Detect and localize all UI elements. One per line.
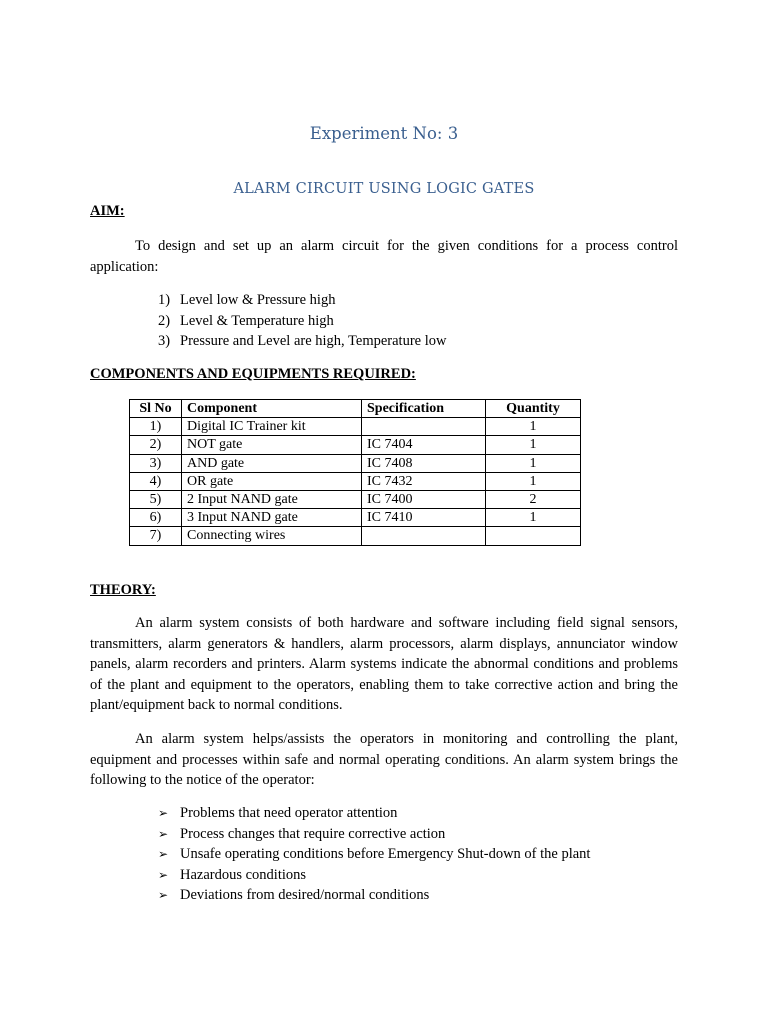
table-row [130,509,581,527]
table-header-row [130,400,581,418]
cell-specification [362,527,486,545]
list-item [158,331,446,352]
cell-component: 3 Input NAND gate [182,509,362,527]
list-text: Unsafe operating conditions before Emergency Shut-down of the plant [180,846,591,863]
cell-component: AND gate [182,454,362,472]
list-item [158,290,446,311]
cell-quantity: 1 [486,418,581,436]
list-number: 3) [158,333,171,350]
cell-quantity: 2 [486,490,581,508]
cell-sl-no: 7) [130,527,182,545]
list-number: 1) [158,292,171,308]
cell-quantity: 1 [486,454,581,472]
aim-text: To design and set up an alarm circuit for the given conditions for a process control application: [90,238,678,275]
cell-quantity: 1 [486,472,581,490]
experiment-title: Experiment No: 3 [309,124,459,143]
header-component: Component [182,400,362,418]
theory-paragraph-2 [90,729,678,791]
cell-quantity: 1 [486,436,581,454]
list-text: Level low & Pressure high [180,292,336,308]
list-text: Hazardous conditions [180,866,307,883]
table-row [130,472,581,490]
theory-text-1: An alarm system consists of both hardware and software including field signal sensors, transmitters, alarm generators & handlers, alarm processors, alarm displays, annunciator window panels, alarm recorders and printers. Alarm systems indicate the abnormal conditions and problems of the plant and equipment to the operators, enabling them to take corrective action and bring the plant/equipment back to normal conditions. [90,615,678,714]
cell-specification: IC 7432 [362,472,486,490]
cell-sl-no: 3) [130,454,182,472]
cell-component: 2 Input NAND gate [182,490,362,508]
header-sl-no: Sl No [130,400,182,418]
cell-sl-no: 1) [130,418,182,436]
list-text: Deviations from desired/normal conditions [180,887,430,904]
components-table [129,399,581,546]
cell-component: OR gate [182,472,362,490]
cell-specification: IC 7400 [362,490,486,508]
arrow-bullet-icon: ➢ [158,867,169,882]
arrow-bullet-icon: ➢ [158,847,169,862]
cell-quantity: 1 [486,509,581,527]
cell-sl-no: 6) [130,509,182,527]
header-quantity: Quantity [486,400,581,418]
cell-sl-no: 5) [130,490,182,508]
cell-sl-no: 4) [130,472,182,490]
aim-heading: AIM: [90,203,125,219]
table-row [130,418,581,436]
aim-paragraph [90,236,678,277]
cell-component: Digital IC Trainer kit [182,418,362,436]
list-number: 2) [158,312,171,329]
arrow-bullet-icon: ➢ [158,888,169,903]
list-text: Problems that need operator attention [180,805,398,821]
theory-text-2: An alarm system helps/assists the operators in monitoring and controlling the plant, equipment and processes within safe and normal operating conditions. An alarm system brings the following to the notice of the operator: [90,731,678,789]
table-row [130,527,581,545]
list-item [158,885,590,906]
conditions-list [158,290,446,352]
table-row [130,490,581,508]
header-specification: Specification [362,400,486,418]
cell-quantity [486,527,581,545]
list-item [158,844,590,865]
table-row [130,436,581,454]
table-row [130,454,581,472]
alarm-notice-list [158,803,590,906]
list-item [158,824,590,845]
list-text: Level & Temperature high [180,312,334,329]
theory-paragraph-1 [90,613,678,716]
cell-specification: IC 7408 [362,454,486,472]
arrow-bullet-icon: ➢ [158,826,169,841]
main-title: ALARM CIRCUIT USING LOGIC GATES [233,181,535,197]
components-heading: COMPONENTS AND EQUIPMENTS REQUIRED: [90,366,416,382]
cell-sl-no: 2) [130,436,182,454]
cell-component: NOT gate [182,436,362,454]
theory-heading: THEORY: [90,582,156,598]
cell-component: Connecting wires [182,527,362,545]
cell-specification [362,418,486,436]
arrow-bullet-icon: ➢ [158,806,169,820]
list-text: Pressure and Level are high, Temperature low [180,333,447,350]
list-text: Process changes that require corrective action [180,825,446,842]
list-item [158,803,590,824]
cell-specification: IC 7410 [362,509,486,527]
cell-specification: IC 7404 [362,436,486,454]
list-item [158,311,446,332]
list-item [158,865,590,886]
